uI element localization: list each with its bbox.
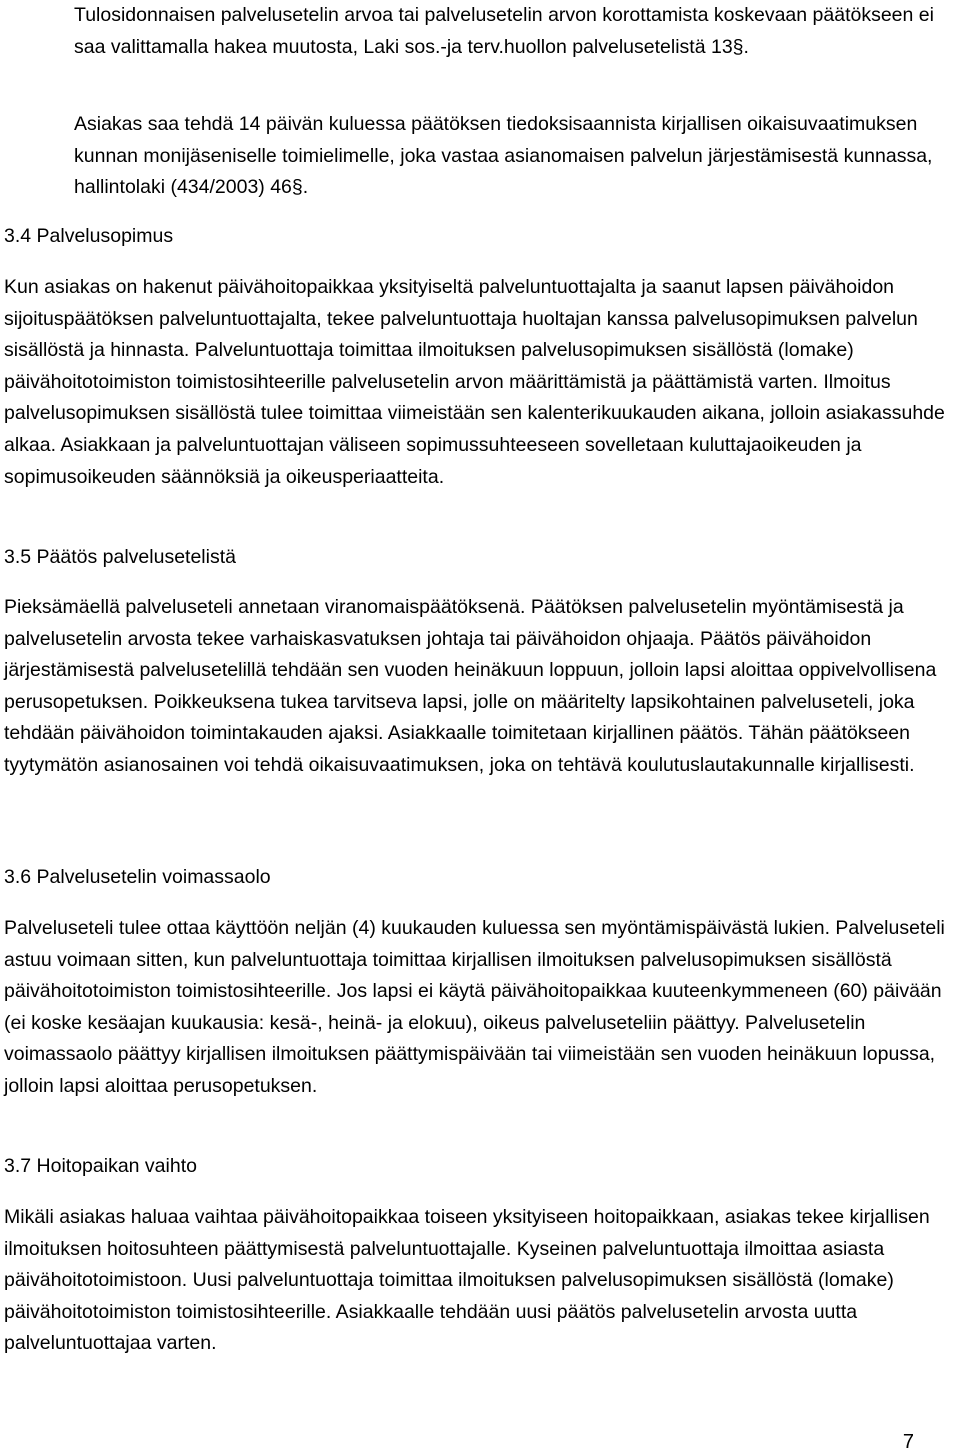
section-heading-3-7: 3.7 Hoitopaikan vaihto [4, 1155, 197, 1177]
section-body-3-5: Pieksämäellä palveluseteli annetaan viranomaispäätöksenä. Päätöksen palvelusetelin myöntämisestä ja palvelusetelin arvosta tekee varhaiskasvatuksen johtaja tai päivähoidon ohjaaja. Päätös päivähoidon järjestämisestä palvelusetelillä tehdään sen vuoden heinäkuun loppuun, jolloin lapsi aloittaa oppivelvollisena perusopetuksen. Poikkeuksena tukea tarvitseva lapsi, jolle on määritelty lapsikohtainen palveluseteli, joka tehdään päivähoidon toimintakauden ajaksi. Asiakkaalle toimitetaan kirjallinen päätös. Tähän päätökseen tyytymätön asianosainen voi tehdä oikaisuvaatimuksen, joka on tehtävä koulutuslautakunnalle kirjallisesti. [4, 596, 937, 776]
appeal-note-paragraph: Tulosidonnaisen palvelusetelin arvoa tai palvelusetelin arvon korottamista koskevaan päätökseen ei saa valittamalla hakea muutosta, Laki sos.-ja terv.huollon palvelusetelistä 13§. [74, 4, 934, 58]
section-heading-3-6: 3.6 Palvelusetelin voimassaolo [4, 866, 271, 888]
correction-note-paragraph: Asiakas saa tehdä 14 päivän kuluessa päätöksen tiedoksisaannista kirjallisen oikaisuvaatimuksen kunnan monijäseniselle toimielimelle, joka vastaa asianomaisen palvelun järjestämisestä kunnassa, hallintolaki (434/2003) 46§. [74, 113, 933, 199]
section-heading-3-5: 3.5 Päätös palvelusetelistä [4, 546, 236, 568]
page-number: 7 [902, 1431, 914, 1453]
section-heading-3-4: 3.4 Palvelusopimus [4, 225, 174, 247]
section-body-3-6: Palveluseteli tulee ottaa käyttöön neljän (4) kuukauden kuluessa sen myöntämispäivästä lukien. Palveluseteli astuu voimaan sitten, kun palveluntuottaja toimittaa kirjallisen ilmoituksen palvelusopimuksen sisällöstä päivähoitotoimiston toimistosihteerille. Jos lapsi ei käytä päivähoitopaikkaa kuuteenkymmeneen (60) päivään (ei koske kesäajan kuukausia: kesä-, heinä- ja elokuu), oikeus palveluseteliin päättyy. Palvelusetelin voimassaolo päättyy kirjallisen ilmoituksen päättymispäivään tai viimeistään sen vuoden heinäkuun lopussa, jolloin lapsi aloittaa perusopetuksen. [4, 917, 945, 1097]
section-body-3-7: Mikäli asiakas haluaa vaihtaa päivähoitopaikkaa toiseen yksityiseen hoitopaikkaan, asiakas tekee kirjallisen ilmoituksen hoitosuhteen päättymisestä palveluntuottajalle. Kyseinen palveluntuottaja ilmoittaa asiasta päivähoitotoimistoon. Uusi palveluntuottaja toimittaa ilmoituksen palvelusopimuksen sisällöstä (lomake) päivähoitotoimiston toimistosihteerille. Asiakkaalle tehdään uusi päätös palvelusetelin arvosta uutta palveluntuottajaa varten. [4, 1206, 930, 1355]
section-body-3-4: Kun asiakas on hakenut päivähoitopaikkaa yksityiseltä palveluntuottajalta ja saanut lapsen päivähoidon sijoituspäätöksen palveluntuottajalta, tekee palveluntuottaja huoltajan kanssa palvelusopimuksen palvelun sisällöstä ja hinnasta. Palveluntuottaja toimittaa ilmoituksen palvelusopimuksen sisällöstä (lomake) päivähoitotoimiston toimistosihteerille palvelusetelin arvon määrittämistä ja päättämistä varten. Ilmoitus palvelusopimuksen sisällöstä tulee toimittaa viimeistään sen kalenterikuukauden aikana, jolloin asiakassuhde alkaa. Asiakkaan ja palveluntuottajan väliseen sopimussuhteeseen sovelletaan kuluttajaoikeuden ja sopimusoikeuden säännöksiä ja oikeusperiaatteita. [4, 276, 945, 488]
